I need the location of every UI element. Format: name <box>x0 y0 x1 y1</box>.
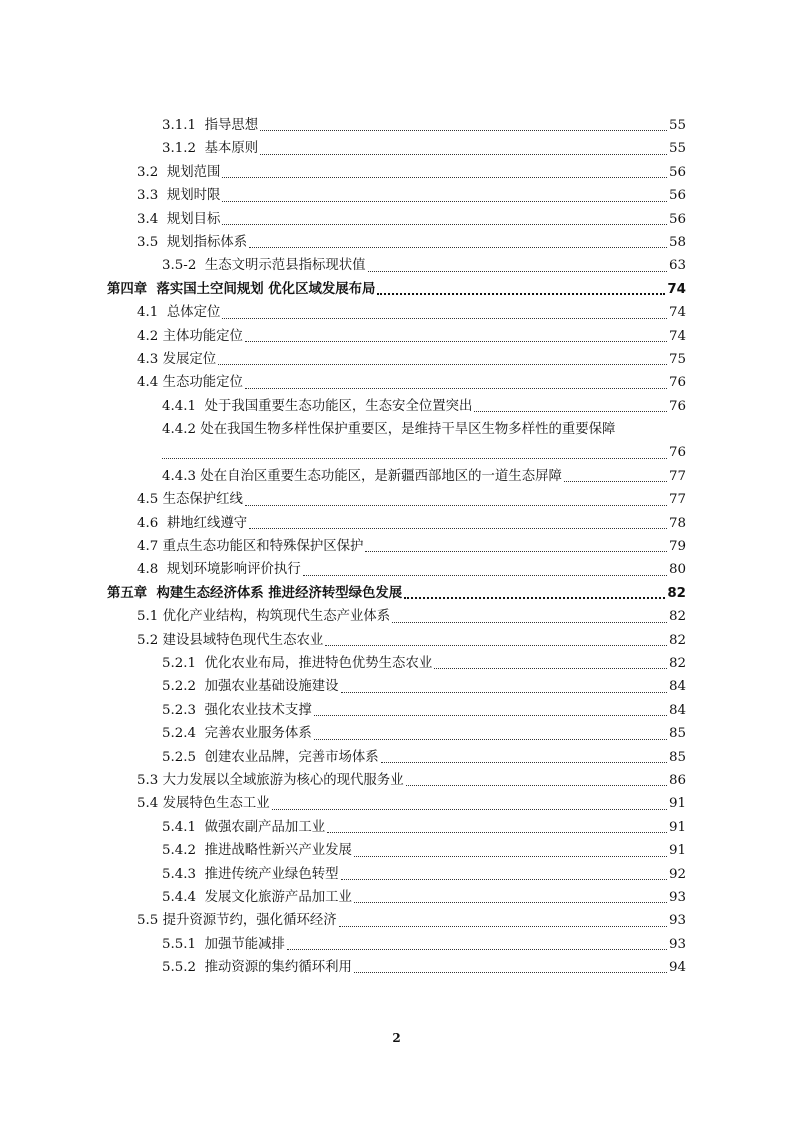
dot-leader <box>341 879 667 880</box>
toc-entry-title: 规划时限 <box>166 188 221 204</box>
toc-entry-title: 生态功能定位 <box>162 375 243 391</box>
toc-entry[interactable] <box>107 652 686 675</box>
toc-page-number: 92 <box>668 866 686 882</box>
toc-entry[interactable] <box>107 465 686 488</box>
toc-page-number: 55 <box>668 117 686 133</box>
toc-entry-number: 5.2.1 <box>162 655 205 671</box>
toc-entry[interactable] <box>107 161 686 184</box>
toc-page-number: 74 <box>668 305 686 321</box>
dot-leader <box>368 271 667 272</box>
toc-entry-number: 4.4.3 <box>162 468 201 484</box>
toc-entry-title: 大力发展以全域旅游为核心的现代服务业 <box>162 772 404 788</box>
toc-entry-number: 4.4 <box>137 375 163 391</box>
toc-entry-title: 加强农业基础设施建设 <box>204 679 339 695</box>
toc-page-number: 76 <box>668 398 686 414</box>
toc-entry[interactable] <box>107 909 686 932</box>
toc-entry-number: 3.1.1 <box>162 117 205 133</box>
toc-entry[interactable] <box>107 325 686 348</box>
toc-entry[interactable] <box>107 816 686 839</box>
toc-entry-title: 主体功能定位 <box>162 328 243 344</box>
toc-page-number: 58 <box>668 234 686 250</box>
toc-entry[interactable] <box>107 886 686 909</box>
dot-leader <box>162 458 667 459</box>
dot-leader <box>354 972 667 973</box>
dot-leader <box>260 154 667 155</box>
toc-entry[interactable] <box>107 699 686 722</box>
toc-entry-title: 规划目标 <box>166 211 221 227</box>
dot-leader <box>249 528 667 529</box>
toc-chapter-entry[interactable] <box>107 582 686 605</box>
toc-entry[interactable] <box>107 137 686 160</box>
toc-entry-number: 5.2.3 <box>162 702 205 718</box>
toc-page-number: 82 <box>668 655 686 671</box>
dot-leader <box>245 388 667 389</box>
toc-entry-number: 5.2 <box>137 632 163 648</box>
dot-leader <box>381 762 667 763</box>
toc-page-number: 75 <box>668 351 686 367</box>
toc-entry-number: 4.4.2 <box>162 422 201 438</box>
toc-entry-number: 4.2 <box>137 328 163 344</box>
toc-entry[interactable] <box>107 933 686 956</box>
toc-entry-number: 5.4.4 <box>162 889 205 905</box>
toc-page-number: 80 <box>668 562 686 578</box>
dot-leader <box>327 832 667 833</box>
toc-entry-title: 发展定位 <box>162 351 217 367</box>
toc-page-number: 79 <box>668 539 686 555</box>
toc-entry-title: 处在自治区重要生态功能区，是新疆西部地区的一道生态屏障 <box>200 468 562 484</box>
toc-entry-title: 重点生态功能区和特殊保护区保护 <box>162 539 364 555</box>
toc-entry-title: 生态保护红线 <box>162 492 243 508</box>
dot-leader <box>222 224 667 225</box>
toc-entry-number: 4.6 <box>137 515 167 531</box>
dot-leader <box>365 551 667 552</box>
dot-leader <box>303 575 667 576</box>
toc-entry-number: 5.2.2 <box>162 679 205 695</box>
dot-leader <box>314 739 667 740</box>
dot-leader <box>404 597 665 599</box>
toc-entry-title: 提升资源节约，强化循环经济 <box>162 913 337 929</box>
toc-entry-number: 5.4 <box>137 796 163 812</box>
toc-entry-number: 4.7 <box>137 539 163 555</box>
toc-entry-title: 创建农业品牌，完善市场体系 <box>204 749 379 765</box>
toc-page-number: 56 <box>668 188 686 204</box>
dot-leader <box>434 668 667 669</box>
toc-entry-title: 加强节能减排 <box>204 936 285 952</box>
table-of-contents <box>107 114 686 979</box>
toc-entry[interactable] <box>107 605 686 628</box>
toc-entry-number: 第四章 <box>107 281 157 297</box>
dot-leader <box>341 692 667 693</box>
dot-leader <box>222 201 667 202</box>
toc-entry[interactable] <box>107 722 686 745</box>
toc-page-number: 56 <box>668 211 686 227</box>
toc-entry-title: 指导思想 <box>204 117 259 133</box>
toc-entry-number: 3.3 <box>137 188 167 204</box>
toc-page-number: 91 <box>668 819 686 835</box>
toc-page-number: 85 <box>668 726 686 742</box>
toc-entry-number: 第五章 <box>107 585 157 601</box>
toc-entry[interactable] <box>107 348 686 371</box>
dot-leader <box>245 505 667 506</box>
toc-entry-title: 落实国土空间规划 优化区域发展布局 <box>156 281 376 297</box>
dot-leader <box>218 364 667 365</box>
dot-leader <box>377 293 665 295</box>
toc-page-number: 85 <box>668 749 686 765</box>
toc-page-number: 63 <box>668 258 686 274</box>
toc-entry-number: 4.1 <box>137 305 167 321</box>
toc-entry[interactable] <box>107 488 686 511</box>
dot-leader <box>272 809 667 810</box>
toc-page-number: 82 <box>668 609 686 625</box>
toc-entry-number: 4.3 <box>137 351 163 367</box>
toc-entry[interactable] <box>107 395 686 418</box>
toc-page-number: 94 <box>668 960 686 976</box>
dot-leader <box>325 645 667 646</box>
dot-leader <box>354 902 667 903</box>
dot-leader <box>314 715 667 716</box>
toc-page-number: 77 <box>668 492 686 508</box>
toc-page-number: 91 <box>668 843 686 859</box>
page-number: 2 <box>392 1031 401 1045</box>
toc-entry[interactable] <box>107 956 686 979</box>
dot-leader <box>354 856 667 857</box>
toc-page-number: 76 <box>668 445 686 461</box>
toc-entry-title: 处于我国重要生态功能区，生态安全位置突出 <box>204 398 473 414</box>
toc-entry[interactable] <box>107 675 686 698</box>
toc-page-number: 84 <box>668 702 686 718</box>
toc-entry-title: 耕地红线遵守 <box>166 515 248 531</box>
toc-entry-number: 5.2.4 <box>162 726 205 742</box>
toc-entry[interactable] <box>107 558 686 581</box>
toc-page-number: 82 <box>668 632 686 648</box>
toc-entry-title: 优化农业布局，推进特色优势生态农业 <box>204 655 433 671</box>
toc-entry[interactable] <box>107 746 686 769</box>
toc-entry-number: 4.4.1 <box>162 398 205 414</box>
toc-page-number: 76 <box>668 375 686 391</box>
dot-leader <box>474 411 667 412</box>
toc-entry-number: 5.3 <box>137 772 163 788</box>
toc-entry-title: 建设县域特色现代生态农业 <box>162 632 324 648</box>
toc-entry-number: 5.5.1 <box>162 936 205 952</box>
toc-entry[interactable] <box>107 371 686 394</box>
toc-entry[interactable] <box>107 863 686 886</box>
toc-entry-title: 推进战略性新兴产业发展 <box>204 843 352 859</box>
toc-entry[interactable] <box>107 208 686 231</box>
toc-page-number: 77 <box>668 468 686 484</box>
dot-leader <box>222 177 667 178</box>
toc-page-number: 74 <box>667 281 686 297</box>
toc-entry-title: 构建生态经济体系 推进经济转型绿色发展 <box>156 585 403 601</box>
toc-entry-number: 3.1.2 <box>162 141 205 157</box>
toc-entry-title: 做强农副产品加工业 <box>204 819 326 835</box>
toc-page-number: 78 <box>668 515 686 531</box>
dot-leader <box>287 949 667 950</box>
toc-entry-number: 5.4.2 <box>162 843 205 859</box>
toc-entry-title: 发展特色生态工业 <box>162 796 270 812</box>
toc-entry[interactable] <box>107 301 686 324</box>
toc-entry-title: 规划范围 <box>166 164 221 180</box>
toc-entry-title: 完善农业服务体系 <box>204 726 312 742</box>
toc-chapter-entry[interactable] <box>107 278 686 301</box>
dot-leader <box>564 481 667 482</box>
toc-entry-number: 3.5-2 <box>162 258 205 274</box>
toc-entry[interactable] <box>107 184 686 207</box>
toc-page-number: 93 <box>668 936 686 952</box>
dot-leader <box>222 318 667 319</box>
toc-entry[interactable] <box>107 231 686 254</box>
toc-entry[interactable] <box>107 629 686 652</box>
toc-entry-number: 3.5 <box>137 234 167 250</box>
toc-entry-title: 推进传统产业绿色转型 <box>204 866 339 882</box>
toc-entry[interactable] <box>107 418 686 465</box>
toc-page-number: 55 <box>668 141 686 157</box>
toc-page-number: 84 <box>668 679 686 695</box>
dot-leader <box>249 247 667 248</box>
toc-entry-title: 处在我国生物多样性保护重要区，是维持干旱区生物多样性的重要保障 <box>200 422 616 438</box>
toc-entry-title: 强化农业技术支撑 <box>204 702 312 718</box>
toc-entry[interactable] <box>107 512 686 535</box>
toc-entry-title: 发展文化旅游产品加工业 <box>204 889 352 905</box>
dot-leader <box>260 130 667 131</box>
toc-entry-title: 基本原则 <box>204 141 259 157</box>
toc-page-number: 82 <box>667 585 686 601</box>
toc-page-number: 74 <box>668 328 686 344</box>
toc-entry-number: 3.4 <box>137 211 167 227</box>
toc-page-number: 86 <box>668 772 686 788</box>
toc-page-number: 56 <box>668 164 686 180</box>
toc-entry[interactable] <box>107 769 686 792</box>
toc-entry-number: 5.1 <box>137 609 163 625</box>
toc-entry-number: 4.8 <box>137 562 167 578</box>
toc-entry[interactable] <box>107 114 686 137</box>
toc-entry-title: 规划环境影响评价执行 <box>166 562 301 578</box>
toc-page-number: 93 <box>668 889 686 905</box>
toc-entry-number: 5.5.2 <box>162 960 205 976</box>
dot-leader <box>245 341 667 342</box>
toc-page-number: 93 <box>668 913 686 929</box>
toc-entry-number: 5.2.5 <box>162 749 205 765</box>
toc-entry-title: 总体定位 <box>166 305 221 321</box>
toc-entry[interactable] <box>107 254 686 277</box>
dot-leader <box>339 926 667 927</box>
toc-entry-title: 规划指标体系 <box>166 234 248 250</box>
dot-leader <box>392 622 667 623</box>
toc-entry[interactable] <box>107 839 686 862</box>
toc-entry-title: 优化产业结构，构筑现代生态产业体系 <box>162 609 391 625</box>
toc-page-number: 91 <box>668 796 686 812</box>
toc-entry[interactable] <box>107 792 686 815</box>
toc-entry-number: 5.4.1 <box>162 819 205 835</box>
toc-entry-number: 4.5 <box>137 492 163 508</box>
toc-entry[interactable] <box>107 535 686 558</box>
toc-entry-number: 5.5 <box>137 913 163 929</box>
dot-leader <box>406 785 667 786</box>
toc-entry-title: 生态文明示范县指标现状值 <box>204 258 366 274</box>
toc-entry-title: 推动资源的集约循环利用 <box>204 960 352 976</box>
toc-entry-number: 3.2 <box>137 164 167 180</box>
toc-entry-number: 5.4.3 <box>162 866 205 882</box>
